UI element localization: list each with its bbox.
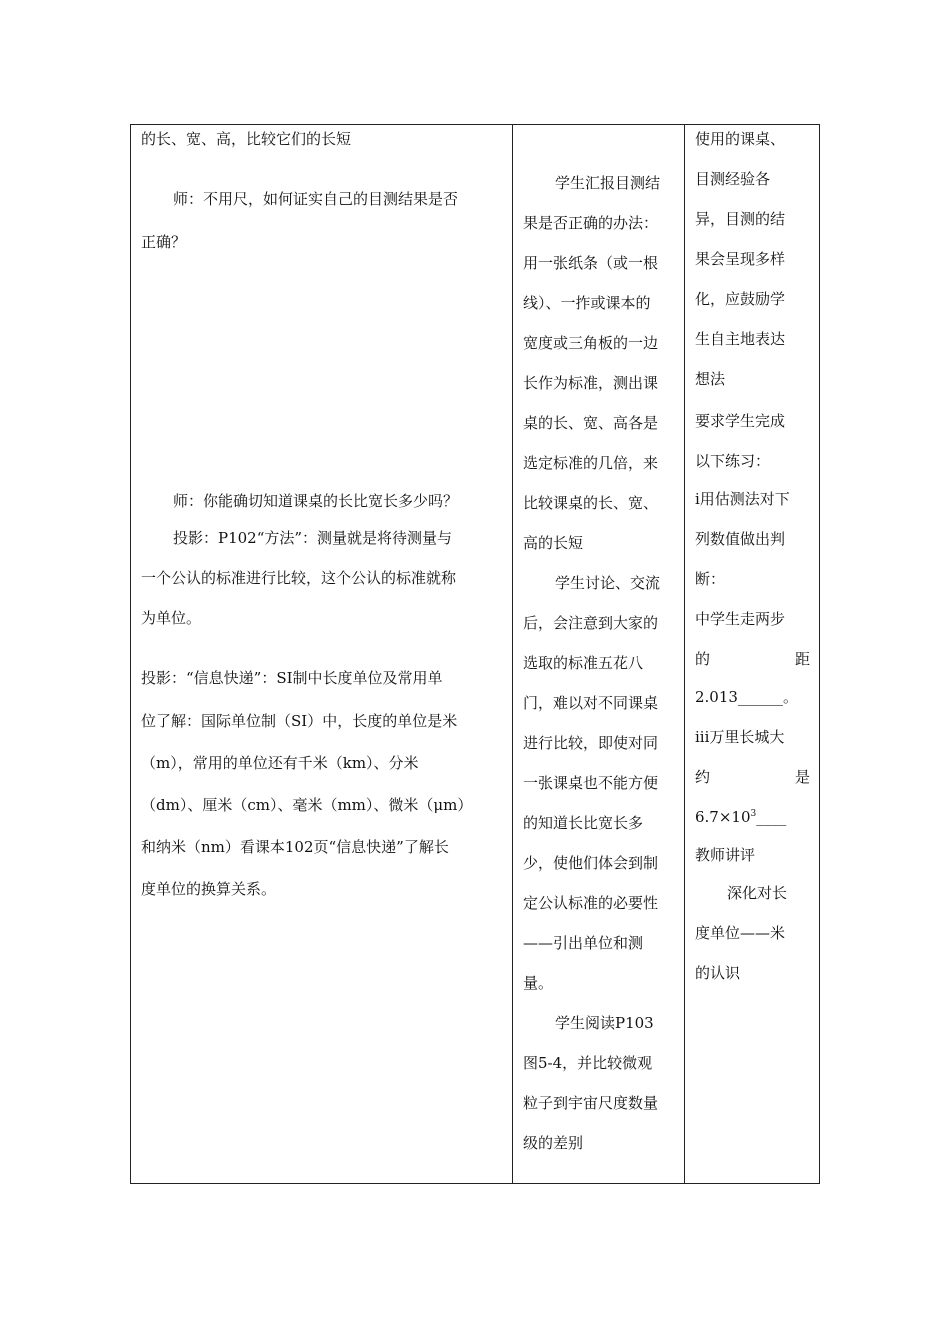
text-line: 距 [795,650,811,668]
text-line: 2.013______。 [695,688,798,706]
text-line: 少，使他们体会到制 [523,854,659,872]
text-line: 果是否正确的办法： [523,214,659,232]
text-line: 师：你能确切知道课桌的长比宽长多少吗？ [173,492,459,510]
text-line: 正确？ [141,233,187,251]
text-line: 的认识 [695,964,741,982]
text-line: 学生汇报目测结 [555,174,661,192]
text-line: 列数值做出判 [695,530,786,548]
text-line: 异，目测的结 [695,210,786,228]
text-line: 化，应鼓励学 [695,290,786,308]
text-line: 教师讲评 [695,846,756,864]
text-line: ——引出单位和测 [523,934,644,952]
text-line: 比较课桌的长、宽、 [523,494,659,512]
text-line: i用估测法对下 [695,490,790,508]
text-line: 投影：“信息快递”：SI制中长度单位及常用单 [141,669,443,687]
text-line: 定公认标准的必要性 [523,894,659,912]
text-line [695,797,813,837]
text-line: iii万里长城大 [695,728,785,746]
text-line: 用一张纸条（或一根 [523,254,659,272]
text-line: 一张课桌也不能方便 [523,774,659,792]
text-fragment: ____ [756,808,787,826]
text-line: 投影：P102“方法”：测量就是将待测量与 [173,529,453,547]
text-line: 选取的标准五花八 [523,654,644,672]
text-line: 高的长短 [523,534,584,552]
text-line: 图5-4，并比较微观 [523,1054,653,1072]
text-line: 宽度或三角板的一边 [523,334,659,352]
text-line: 选定标准的几倍，来 [523,454,659,472]
text-line: （dm）、厘米（cm）、毫米（mm）、微米（μm） [141,796,473,814]
text-line: 进行比较，即使对同 [523,734,659,752]
text-line: 要求学生完成 [695,412,786,430]
text-line: 以下练习： [695,452,771,470]
text-line: 长作为标准，测出课 [523,374,659,392]
text-line: 想法 [695,370,726,388]
text-line: 师：不用尺，如何证实自己的目测结果是否 [173,190,459,208]
text-line: 使用的课桌、 [695,130,786,148]
text-line: （m），常用的单位还有千米（km）、分米 [141,754,419,772]
text-line: 学生阅读P103 [555,1014,654,1032]
text-line: 一个公认的标准进行比较，这个公认的标准就称 [141,569,457,587]
text-line: 位了解：国际单位制（SI）中，长度的单位是米 [141,712,458,730]
text-line: 后，会注意到大家的 [523,614,659,632]
text-line: 级的差别 [523,1134,584,1152]
text-line: 中学生走两步 [695,610,786,628]
text-line: 度单位——米 [695,924,786,942]
text-line: 和纳米（nm）看课本102页“信息快递”了解长 [141,838,449,856]
text-line: 量。 [523,974,554,992]
text-line: 为单位。 [141,609,202,627]
text-line: 门，难以对不同课桌 [523,694,659,712]
text-line: 约 [695,768,711,786]
text-line: 断： [695,570,726,588]
student-activity-column [513,125,685,1183]
text-line: 学生讨论、交流 [555,574,661,592]
text-line: 的长、宽、高，比较它们的长短 [141,130,352,148]
text-line: 度单位的换算关系。 [141,880,277,898]
text-line: 深化对长 [727,884,788,902]
text-line: 生自主地表达 [695,330,786,348]
text-line: 的知道长比宽长多 [523,814,644,832]
design-intent-column [685,125,819,1183]
teacher-activity-column [131,125,513,1183]
text-line: 目测经验各 [695,170,771,188]
text-line: 线）、一拃或课本的 [523,294,651,312]
text-fragment: 6.7×10 [695,808,751,826]
text-line: 果会呈现多样 [695,250,786,268]
text-line: 是 [795,768,811,786]
text-line: 桌的长、宽、高各是 [523,414,659,432]
text-line: 的 [695,650,711,668]
content-table [130,124,820,1184]
text-line: 粒子到宇宙尺度数量 [523,1094,659,1112]
superscript: 3 [750,809,757,819]
